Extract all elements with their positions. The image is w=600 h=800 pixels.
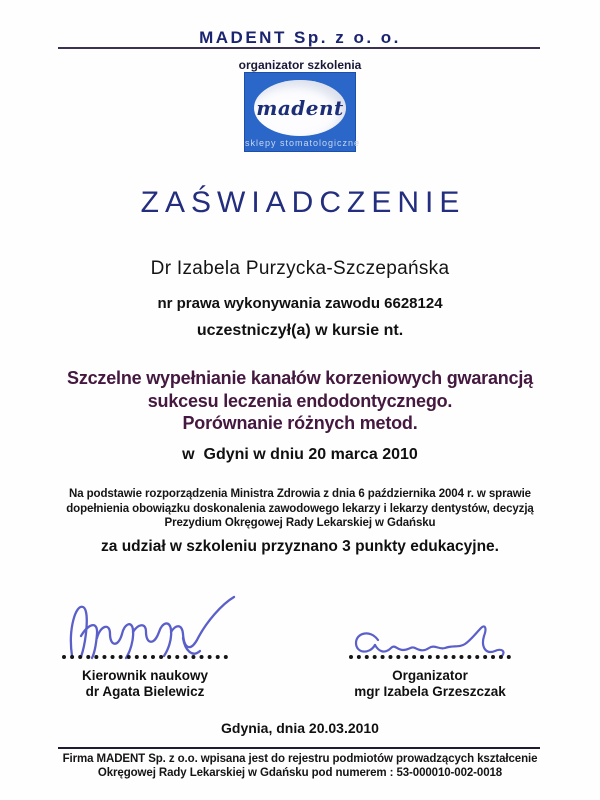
registry-line-1: Firma MADENT Sp. z o.o. wpisana jest do rejestru podmiotów prowadzących kształcenie bbox=[62, 753, 538, 765]
left-signatory bbox=[62, 668, 228, 700]
legal-line-1: Na podstawie rozporządzenia Ministra Zdrowia z dnia 6 października 2004 r. w sprawie bbox=[69, 488, 531, 500]
left-signature-ink bbox=[62, 594, 247, 660]
registry-line-2: Okręgowej Rady Lekarskiej w Gdańsku pod numerem : 53-000010-002-0018 bbox=[97, 767, 503, 779]
company-name: MADENT Sp. z o. o. bbox=[199, 28, 401, 47]
education-points-line: za udział w szkoleniu przyznano 3 punkty edukacyjne. bbox=[101, 538, 499, 555]
certificate-title: ZAŚWIADCZENIE bbox=[140, 186, 466, 219]
recipient-name: Dr Izabela Purzycka-Szczepańska bbox=[150, 258, 450, 279]
course-title-line-2: sukcesu leczenia endodontycznego. bbox=[147, 390, 453, 411]
right-signatory-role: Organizator bbox=[392, 668, 468, 683]
right-signatory bbox=[349, 668, 511, 700]
madent-logo bbox=[244, 72, 361, 152]
license-number-line: nr prawa wykonywania zawodu 6628124 bbox=[157, 295, 443, 312]
right-signature-line bbox=[349, 655, 511, 659]
left-signatory-role: Kierownik naukowy bbox=[81, 668, 209, 683]
course-title-line-3: Porównanie różnych metod. bbox=[182, 413, 418, 433]
logo-ellipse bbox=[254, 80, 346, 136]
legal-basis-paragraph bbox=[0, 487, 600, 531]
issue-date-line: Gdynia, dnia 20.03.2010 bbox=[221, 720, 379, 736]
left-signatory-name: dr Agata Bielewicz bbox=[85, 684, 205, 699]
registry-info bbox=[0, 752, 600, 780]
left-signature-line bbox=[62, 655, 228, 659]
header-rule bbox=[58, 47, 540, 49]
logo-tagline: sklepy stomatologiczne bbox=[245, 138, 361, 148]
event-place-date-line: w Gdyni w dniu 20 marca 2010 bbox=[182, 446, 418, 463]
legal-line-2: dopełnienia obowiązku doskonalenia zawodowego lekarzy i lekarzy dentystów, decyzją bbox=[66, 502, 534, 515]
legal-line-3: Prezydium Okręgowej Rady Lekarskiej w Gdańsku bbox=[164, 517, 436, 529]
course-title-line-1: Szczelne wypełnianie kanałów korzeniowych gwarancją bbox=[67, 368, 533, 388]
logo-wordmark: madent bbox=[256, 96, 344, 120]
right-signatory-name: mgr Izabela Grzeszczak bbox=[354, 684, 506, 699]
course-title bbox=[0, 367, 600, 435]
organizer-role-label: organizator szkolenia bbox=[238, 58, 362, 72]
participation-line: uczestniczył(a) w kursie nt. bbox=[196, 322, 404, 339]
footer-rule bbox=[58, 747, 540, 749]
